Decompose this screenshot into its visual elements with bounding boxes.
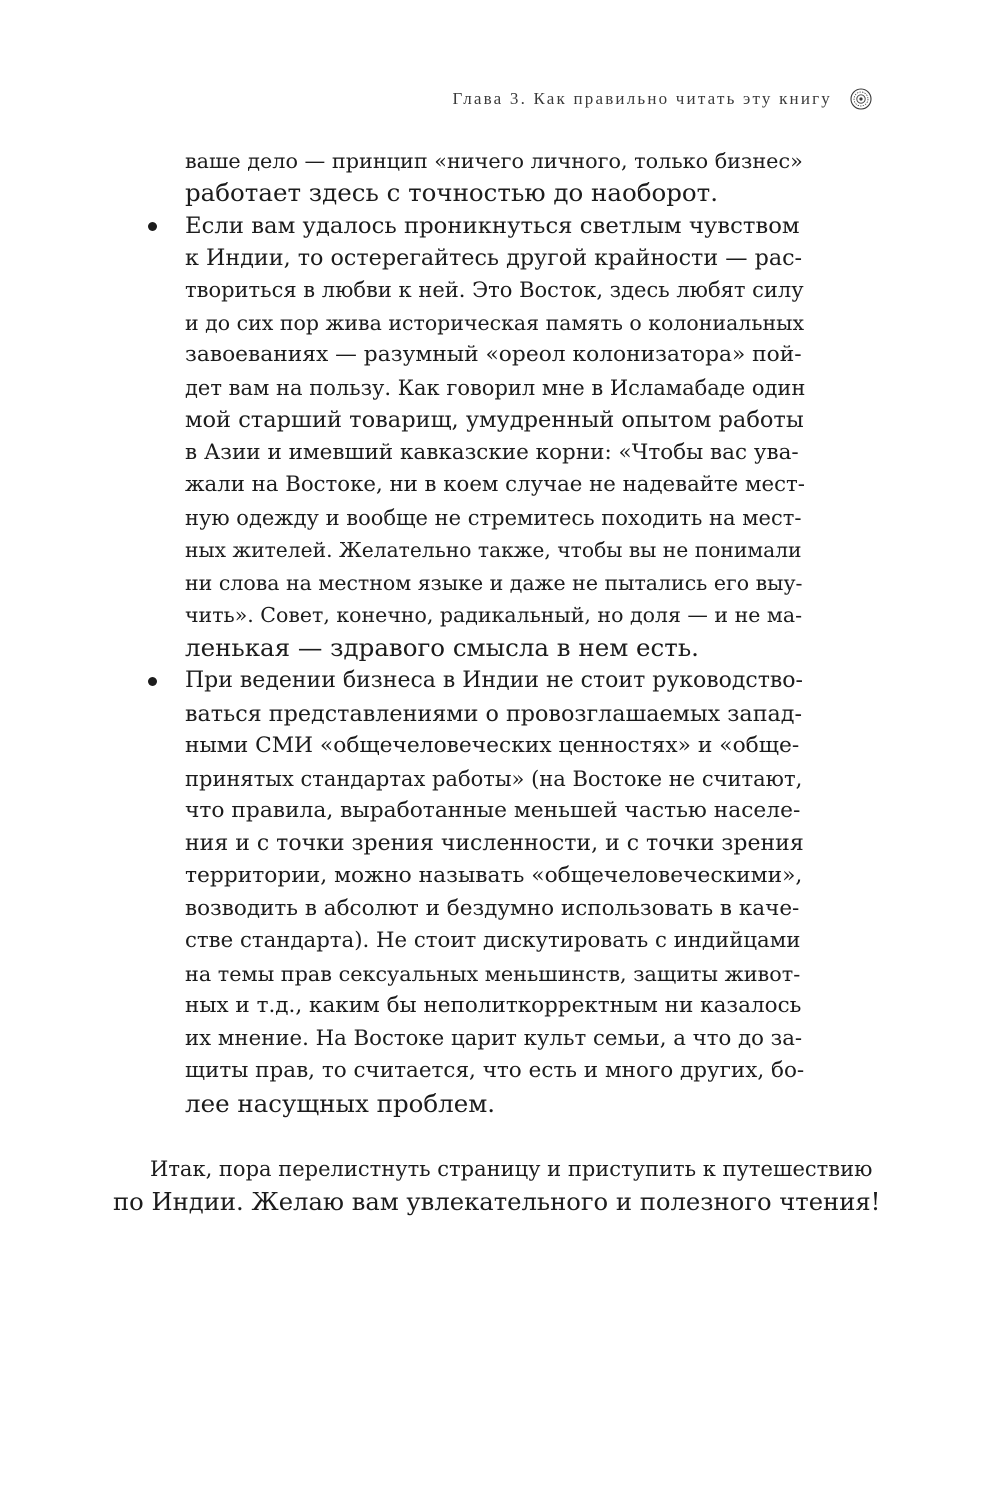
text-line: При ведении бизнеса в Индии не стоит руководство- [185,668,803,693]
text-line: на темы прав сексуальных меньшинств, защиты живот- [185,962,801,986]
bullet-icon [148,677,157,686]
text-line: по Индии. Желаю вам увлекательного и полезного чтения! [113,1187,881,1216]
text-line: мой старший товарищ, умудренный опытом работы [185,407,804,433]
text-line: жали на Востоке, ни в коем случае не надевайте мест- [185,472,805,497]
text-line: дет вам на пользу. Как говорил мне в Исламабаде один [185,376,806,400]
text-line: щиты прав, то считается, что есть и много других, бо- [185,1058,805,1083]
mandala-ornament-icon [850,88,872,110]
text-line: и до сих пор жива историческая память о колониальных [185,311,805,335]
text-line: принятых стандартах работы» (на Востоке не считают, [185,767,803,791]
text-line: ваться представлениями о провозглашаемых запад- [185,701,803,727]
text-line: ни слова на местном языке и даже не пытались его выу- [185,571,803,595]
running-header [453,88,873,110]
text-line: твориться в любви к ней. Это Восток, здесь любят силу [185,278,804,302]
text-line: к Индии, то остерегайтесь другой крайности — рас- [185,245,803,271]
text-line: ных жителей. Желательно также, чтобы вы не понимали [185,538,802,562]
text-line: завоеваниях — разумный «ореол колонизатора» пой- [185,342,802,367]
text-line: стве стандарта). Не стоит дискутировать с индийцами [185,928,801,953]
running-header-title: Глава 3. Как правильно читать эту книгу [452,89,832,108]
text-line: возводить в абсолют и бездумно использовать в каче- [185,896,800,921]
text-line: ных и т.д., каким бы неполиткорректным ни казалось [185,993,802,1018]
text-line: ния и с точки зрения численности, и с точки зрения [185,831,804,856]
text-line: Если вам удалось проникнуться светлым чувством [185,213,800,239]
text-line: лее насущных проблем. [185,1089,496,1118]
text-line: их мнение. На Востоке царит культ семьи, а что до за- [185,1026,803,1051]
text-line: работает здесь с точностью до наоборот. [185,178,718,207]
text-line: ными СМИ «общечеловеческих ценностях» и «обще- [185,733,800,758]
text-line: территории, можно называть «общечеловеческими», [185,863,803,888]
text-line: что правила, выработанные меньшей частью населе- [185,798,801,823]
text-line: чить». Совет, конечно, радикальный, но доля — и не ма- [185,603,802,627]
text-line: в Азии и имевший кавказские корни: «Чтобы вас ува- [185,440,799,465]
text-line: ваше дело — принцип «ничего личного, только бизнес» [185,149,803,173]
text-line: ленькая — здравого смысла в нем есть. [185,633,699,662]
text-line: ную одежду и вообще не стремитесь походить на мест- [185,506,802,530]
text-line: Итак, пора перелистнуть страницу и приступить к путешествию [150,1157,873,1181]
bullet-icon [148,222,157,231]
